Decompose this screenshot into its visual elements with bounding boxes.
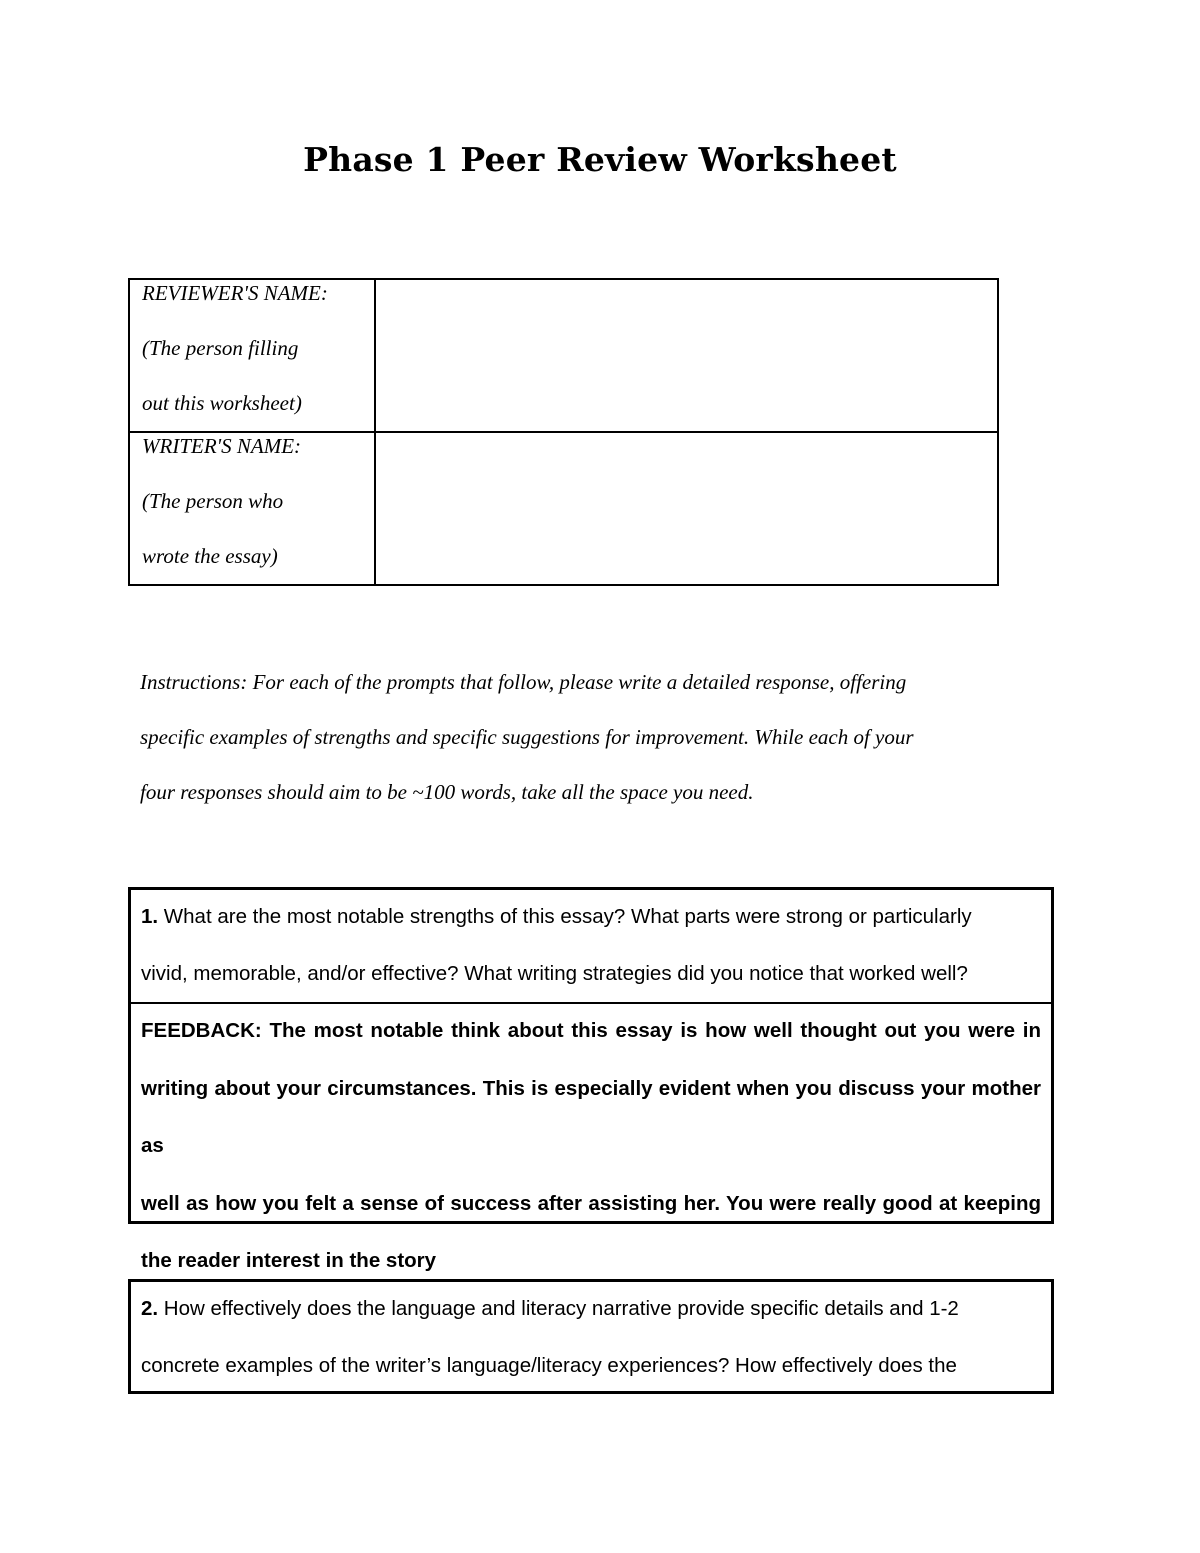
writer-label-line: (The person who: [142, 489, 284, 513]
question-1-box: [128, 887, 1054, 1272]
names-table: [128, 278, 999, 586]
reviewer-name-field[interactable]: [375, 279, 998, 432]
instructions-line: four responses should aim to be ~100 words, take all the space you need.: [140, 780, 754, 804]
writer-label-line: WRITER'S NAME:: [142, 434, 302, 458]
question-1-number: 1.: [141, 905, 159, 928]
question-2-box: [128, 1279, 1054, 1394]
question-2-prompt: [131, 1280, 1051, 1394]
question-1-prompt-text: What are the most notable strengths of this essay? What parts were strong or particularly: [158, 905, 972, 928]
writer-label: [129, 432, 375, 585]
page-title: Phase 1 Peer Review Worksheet: [303, 140, 897, 179]
feedback-line: writing about your circumstances. This is especially evident when you discuss your mother as: [141, 1076, 1041, 1157]
question-1-feedback-field[interactable]: [131, 1002, 1051, 1290]
reviewer-label-line: REVIEWER'S NAME:: [142, 281, 328, 305]
instructions-line: specific examples of strengths and specific suggestions for improvement. While each of your: [140, 725, 914, 749]
question-1-prompt-line: [141, 888, 1041, 945]
writer-row: [129, 432, 998, 585]
feedback-line: the reader interest in the story: [141, 1249, 437, 1272]
reviewer-label-line: (The person filling: [142, 336, 299, 360]
reviewer-label: [129, 279, 375, 432]
question-1-prompt-line: vivid, memorable, and/or effective? What writing strategies did you notice that worked well?: [141, 962, 968, 985]
question-2-prompt-line: [141, 1280, 1041, 1337]
feedback-line: well as how you felt a sense of success after assisting her. You were really good at keeping: [141, 1191, 1041, 1215]
instructions-line: Instructions: For each of the prompts that follow, please write a detailed response, offering: [140, 670, 907, 694]
feedback-line: FEEDBACK: The most notable think about this essay is how well thought out you were in: [141, 1019, 1041, 1042]
reviewer-label-line: out this worksheet): [142, 391, 302, 415]
writer-label-line: wrote the essay): [142, 544, 278, 568]
reviewer-row: [129, 279, 998, 432]
question-1-prompt: [131, 888, 1051, 1002]
question-2-number: 2.: [141, 1297, 159, 1320]
instructions: [140, 655, 1040, 820]
writer-name-field[interactable]: [375, 432, 998, 585]
question-2-prompt-text: How effectively does the language and literacy narrative provide specific details and 1-2: [158, 1297, 959, 1320]
question-2-prompt-line: concrete examples of the writer’s language/literacy experiences? How effectively does the: [141, 1354, 957, 1377]
